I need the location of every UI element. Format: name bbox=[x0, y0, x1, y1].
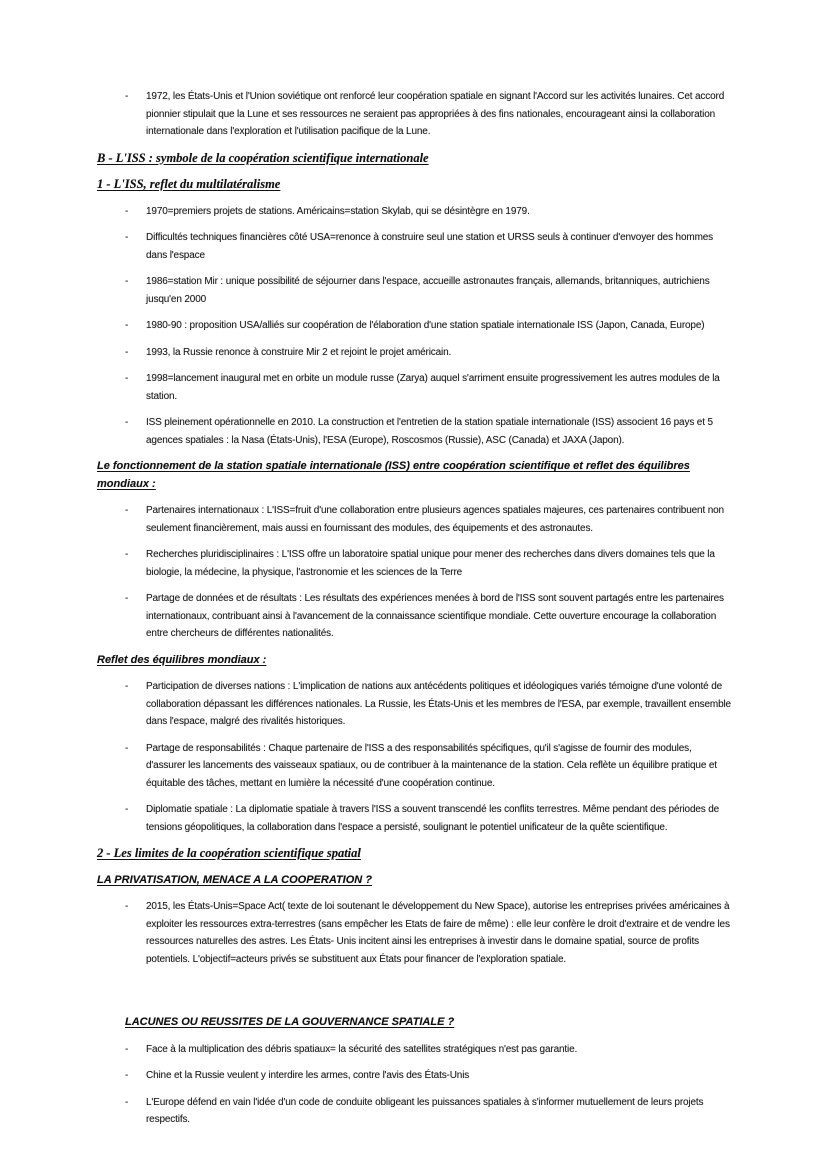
section-heading: LACUNES OU REUSSITES DE LA GOUVERNANCE SPATIALE ? bbox=[125, 1016, 455, 1028]
bullet-dash-icon: - bbox=[125, 1043, 129, 1055]
bullet-text: Partage de données et de résultats : Les résultats des expériences menées à bord de l'ISS sont souvent partagés entre les partenaires internationaux, contribuant ainsi à l'avancement de la connaissance scientifique mondiale. Cette ouverture encourage la collaboration entre chercheurs de différentes nationalités. bbox=[146, 593, 724, 639]
bullet-item bbox=[97, 1094, 733, 1129]
bullet-item bbox=[97, 546, 733, 581]
bullet-dash-icon: - bbox=[125, 417, 129, 428]
bullet-text: 1993, la Russie renonce à construire Mir 2 et rejoint le projet américain. bbox=[146, 346, 452, 358]
bullet-dash-icon: - bbox=[125, 1096, 129, 1108]
bullet-text: 2015, les États-Unis=Space Act( texte de loi soutenant le développement du New Space), autorise les entreprises privées américaines à exploiter les ressources extra-terrestres (sans empêcher les Etats de faire de même) : elle leur confère le droit d'extraire et de vendre les ressources naturelles des astres. Les États- Unis incitent ainsi les entreprises à investir dans le domaine spatial, source de profits potentiels. L'objectif=acteurs privés se substituent aux États pour financer de l'exploration spatiale. bbox=[146, 901, 730, 965]
bullet-item bbox=[97, 414, 733, 449]
bullet-text: Face à la multiplication des débris spatiaux= la sécurité des satellites stratégiques n'est pas garantie. bbox=[146, 1043, 578, 1055]
bullet-item bbox=[97, 801, 733, 836]
bullet-text: Partenaires internationaux : L'ISS=fruit d'une collaboration entre plusieurs agences spatiales majeures, ces partenaires contribuent non seulement financièrement, mais aussi en fournissant des modules, des équipements et des astronautes. bbox=[146, 505, 724, 534]
bullet-text: Diplomatie spatiale : La diplomatie spatiale à travers l'ISS a souvent transcendé les conflits terrestres. Même pendant des périodes de tensions géopolitiques, la collaboration dans l'espace a persisté, soulignant le potentiel unificateur de la quête scientifique. bbox=[146, 804, 720, 833]
bullet-item bbox=[97, 88, 733, 141]
bullet-dash-icon: - bbox=[125, 549, 129, 560]
bullet-item bbox=[97, 678, 733, 731]
bullet-text: Chine et la Russie veulent y interdire les armes, contre l'avis des États-Unis bbox=[146, 1070, 470, 1081]
bullet-item bbox=[97, 344, 733, 362]
bullet-dash-icon: - bbox=[125, 373, 129, 384]
bullet-text: Difficultés techniques financières côté USA=renonce à construire seul une station et URSS seuls à continuer d'envoyer des hommes dans l'espace bbox=[146, 232, 714, 261]
section-heading: 2 - Les limites de la coopération scientifique spatial bbox=[97, 846, 361, 860]
bullet-dash-icon: - bbox=[125, 681, 129, 692]
bullet-dash-icon: - bbox=[125, 346, 129, 358]
bullet-text: ISS pleinement opérationnelle en 2010. La construction et l'entretien de la station spatiale internationale (ISS) associent 16 pays et 5 agences spatiales : la Nasa (États-Unis), l'ESA (Europe), Roscosmos (Russie), ASC (Canada) et JAXA (Japon). bbox=[146, 417, 713, 446]
bullet-dash-icon: - bbox=[125, 205, 129, 217]
bullet-item bbox=[97, 740, 733, 793]
bullet-dash-icon: - bbox=[125, 1070, 129, 1081]
bullet-dash-icon: - bbox=[125, 593, 129, 604]
bullet-item bbox=[97, 370, 733, 405]
bullet-item bbox=[97, 1067, 733, 1085]
section-heading: Reflet des équilibres mondiaux : bbox=[97, 653, 267, 666]
bullet-dash-icon: - bbox=[125, 91, 129, 102]
bullet-dash-icon: - bbox=[125, 276, 129, 287]
bullet-item bbox=[97, 317, 733, 335]
bullet-item bbox=[97, 502, 733, 537]
document-content bbox=[97, 88, 733, 1138]
section-heading: Le fonctionnement de la station spatiale internationale (ISS) entre coopération scientifique et reflet des équilibres mondiaux : bbox=[97, 460, 690, 490]
bullet-dash-icon: - bbox=[125, 901, 129, 912]
bullet-text: 1980-90 : proposition USA/alliés sur coopération de l'élaboration d'une station spatiale internationale ISS (Japon, Canada, Europe) bbox=[146, 320, 705, 331]
bullet-text: 1970=premiers projets de stations. Américains=station Skylab, qui se désintègre en 1979. bbox=[146, 205, 530, 217]
bullet-dash-icon: - bbox=[125, 804, 129, 815]
bullet-text: 1972, les États-Unis et l'Union soviétique ont renforcé leur coopération spatiale en signant l'Accord sur les activités lunaires. Cet accord pionnier stipulait que la Lune et ses ressources ne seraient pas appropriées à des fins nationales, encourageant ainsi la collaboration internationale dans l'exploration et l'utilisation pacifique de la Lune. bbox=[146, 91, 725, 137]
bullet-dash-icon: - bbox=[125, 232, 129, 243]
bullet-item bbox=[97, 590, 733, 643]
bullet-text: Recherches pluridisciplinaires : L'ISS offre un laboratoire spatial unique pour mener des recherches dans divers domaines tels que la biologie, la médecine, la physique, l'astronomie et les sciences de la Terre bbox=[146, 549, 715, 578]
bullet-item bbox=[97, 229, 733, 264]
bullet-text: 1998=lancement inaugural met en orbite un module russe (Zarya) auquel s'arriment ensuite progressivement les autres modules de la station. bbox=[146, 373, 720, 402]
bullet-item bbox=[97, 1041, 733, 1059]
bullet-item bbox=[97, 273, 733, 308]
bullet-item bbox=[97, 898, 733, 968]
section-heading: B - L'ISS : symbole de la coopération scientifique internationale bbox=[97, 150, 429, 165]
bullet-text: 1986=station Mir : unique possibilité de séjourner dans l'espace, accueille astronautes français, allemands, britanniques, autrichiens jusqu'en 2000 bbox=[146, 276, 710, 305]
section-heading: 1 - L'ISS, reflet du multilatéralisme bbox=[97, 177, 281, 191]
bullet-dash-icon: - bbox=[125, 505, 129, 516]
bullet-item bbox=[97, 203, 733, 221]
bullet-dash-icon: - bbox=[125, 742, 129, 754]
bullet-text: Participation de diverses nations : L'implication de nations aux antécédents politiques et idéologiques variés témoigne d'une volonté de collaboration dépassant les différences nationales. La Russie, les États-Unis et les membres de l'ESA, par exemple, travaillent ensemble dans l'espace, malgré des rivalités historiques. bbox=[146, 681, 731, 727]
section-heading: LA PRIVATISATION, MENACE A LA COOPERATION ? bbox=[97, 873, 372, 886]
bullet-text: Partage de responsabilités : Chaque partenaire de l'ISS a des responsabilités spécifiques, qu'il s'agisse de fournir des modules, d'assurer les lancements des vaisseaux spatiaux, ou de contribuer à la maintenance de la station. Cela reflète un équilibre pratique et équitable des tâches, mettant en lumière la nécessité d'une coopération continue. bbox=[146, 742, 717, 789]
bullet-dash-icon: - bbox=[125, 320, 129, 331]
bullet-text: L'Europe défend en vain l'idée d'un code de conduite obligeant les puissances spatiales à s'informer mutuellement de leurs projets respectifs. bbox=[146, 1096, 704, 1125]
